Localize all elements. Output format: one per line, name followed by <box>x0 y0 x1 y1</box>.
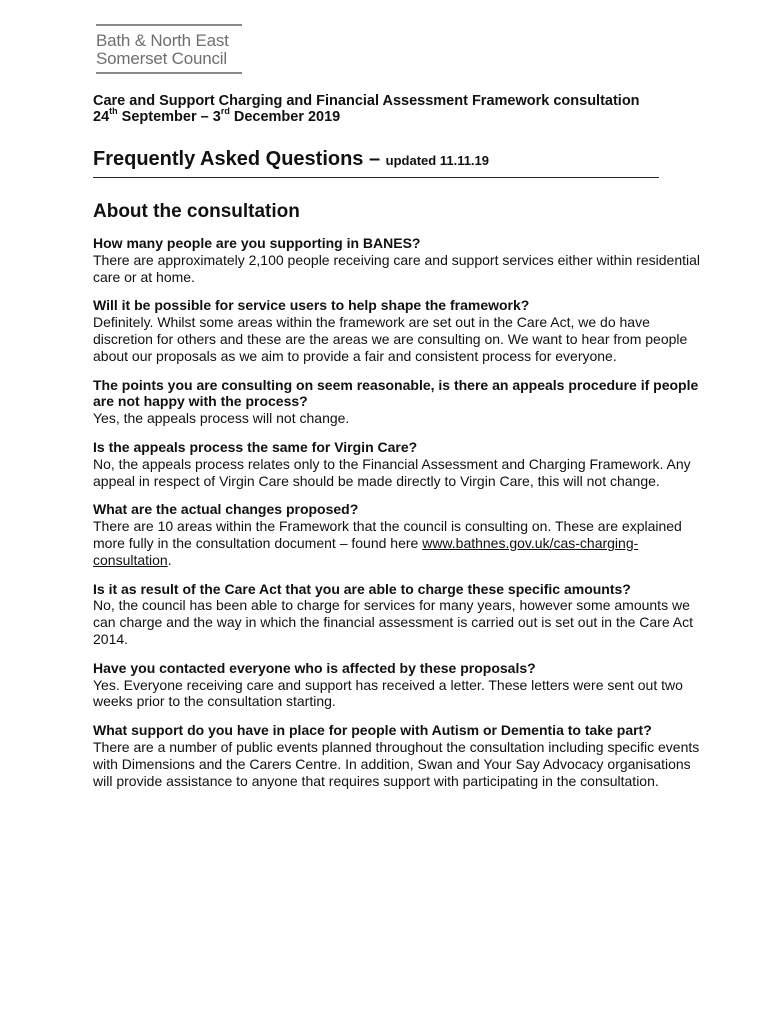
faq-item <box>93 501 713 568</box>
faq-item <box>93 235 713 285</box>
end-rest: December 2019 <box>229 109 341 125</box>
document-content <box>93 93 713 789</box>
faq-question: How many people are you supporting in BANES? <box>93 235 421 251</box>
logo-top-rule <box>96 24 242 26</box>
section-heading: About the consultation <box>93 201 300 222</box>
consultation-link[interactable]: www.bathnes.gov.uk/cas-charging-consultation <box>93 534 639 568</box>
faq-answer: Definitely. Whilst some areas within the framework are set out in the Care Act, we do have discretion for others and these are the areas we are consulting on. We want to hear from people about our proposals as we aim to provide a fair and consistent process for everyone. <box>93 314 688 364</box>
faq-question: What are the actual changes proposed? <box>93 501 359 518</box>
consultation-dates <box>93 106 713 125</box>
faq-answer: There are approximately 2,100 people receiving care and support services either within residential care or at home. <box>93 251 700 285</box>
faq-answer: Yes, the appeals process will not change. <box>93 410 350 427</box>
faq-title <box>93 147 713 173</box>
faq-question: The points you are consulting on seem reasonable, is there an appeals procedure if people are not happy with the process? <box>93 376 699 410</box>
faq-answer: No, the council has been able to charge for services for many years, however some amounts we can charge and the way in which the financial assessment is carried out is set out in the Care Act 2014. <box>93 597 693 647</box>
faq-item <box>93 439 713 489</box>
logo-line-2: Somerset Council <box>96 49 227 68</box>
faq-title-text: Frequently Asked Questions – <box>93 148 386 170</box>
faq-item <box>93 722 713 789</box>
start-day: 24 <box>93 109 110 125</box>
start-day-suffix: th <box>109 106 118 117</box>
council-logo <box>96 24 246 74</box>
faq-question: Is it as result of the Care Act that you are able to charge these specific amounts? <box>93 580 631 597</box>
faq-updated-date: updated 11.11.19 <box>385 153 490 168</box>
faq-answer-text: There are 10 areas within the Framework that the council is consulting on. These are explained more fully in the consultation document – found here <box>93 518 682 551</box>
faq-answer: There are a number of public events planned throughout the consultation including specific events with Dimensions and the Carers Centre. In addition, Swan and Your Say Advocacy organisations will provide assistance to anyone that requires support with participating in the consultation. <box>93 738 700 789</box>
faq-question: Will it be possible for service users to help shape the framework? <box>93 297 530 314</box>
logo-bottom-rule <box>96 72 242 74</box>
faq-answer <box>93 518 713 568</box>
logo-line-1: Bath & North East <box>96 31 229 50</box>
consultation-title: Care and Support Charging and Financial Assessment Framework consultation <box>93 93 640 109</box>
faq-item <box>93 297 713 364</box>
start-rest: September – 3 <box>117 109 221 125</box>
faq-question: What support do you have in place for people with Autism or Dementia to take part? <box>93 722 652 739</box>
end-day-suffix: rd <box>220 106 230 117</box>
faq-item <box>93 581 713 648</box>
faq-question: Have you contacted everyone who is affected by these proposals? <box>93 659 536 676</box>
faq-answer: Yes. Everyone receiving care and support has received a letter. These letters were sent out two weeks prior to the consultation starting. <box>93 676 683 710</box>
faq-answer-tail: . <box>167 551 172 568</box>
title-divider <box>93 177 659 178</box>
faq-item <box>93 660 713 710</box>
faq-item <box>93 377 713 427</box>
faq-answer: No, the appeals process relates only to the Financial Assessment and Charging Framework. Any appeal in respect of Virgin Care should be made directly to Virgin Care, this will not change. <box>93 455 691 489</box>
faq-question: Is the appeals process the same for Virgin Care? <box>93 438 418 455</box>
